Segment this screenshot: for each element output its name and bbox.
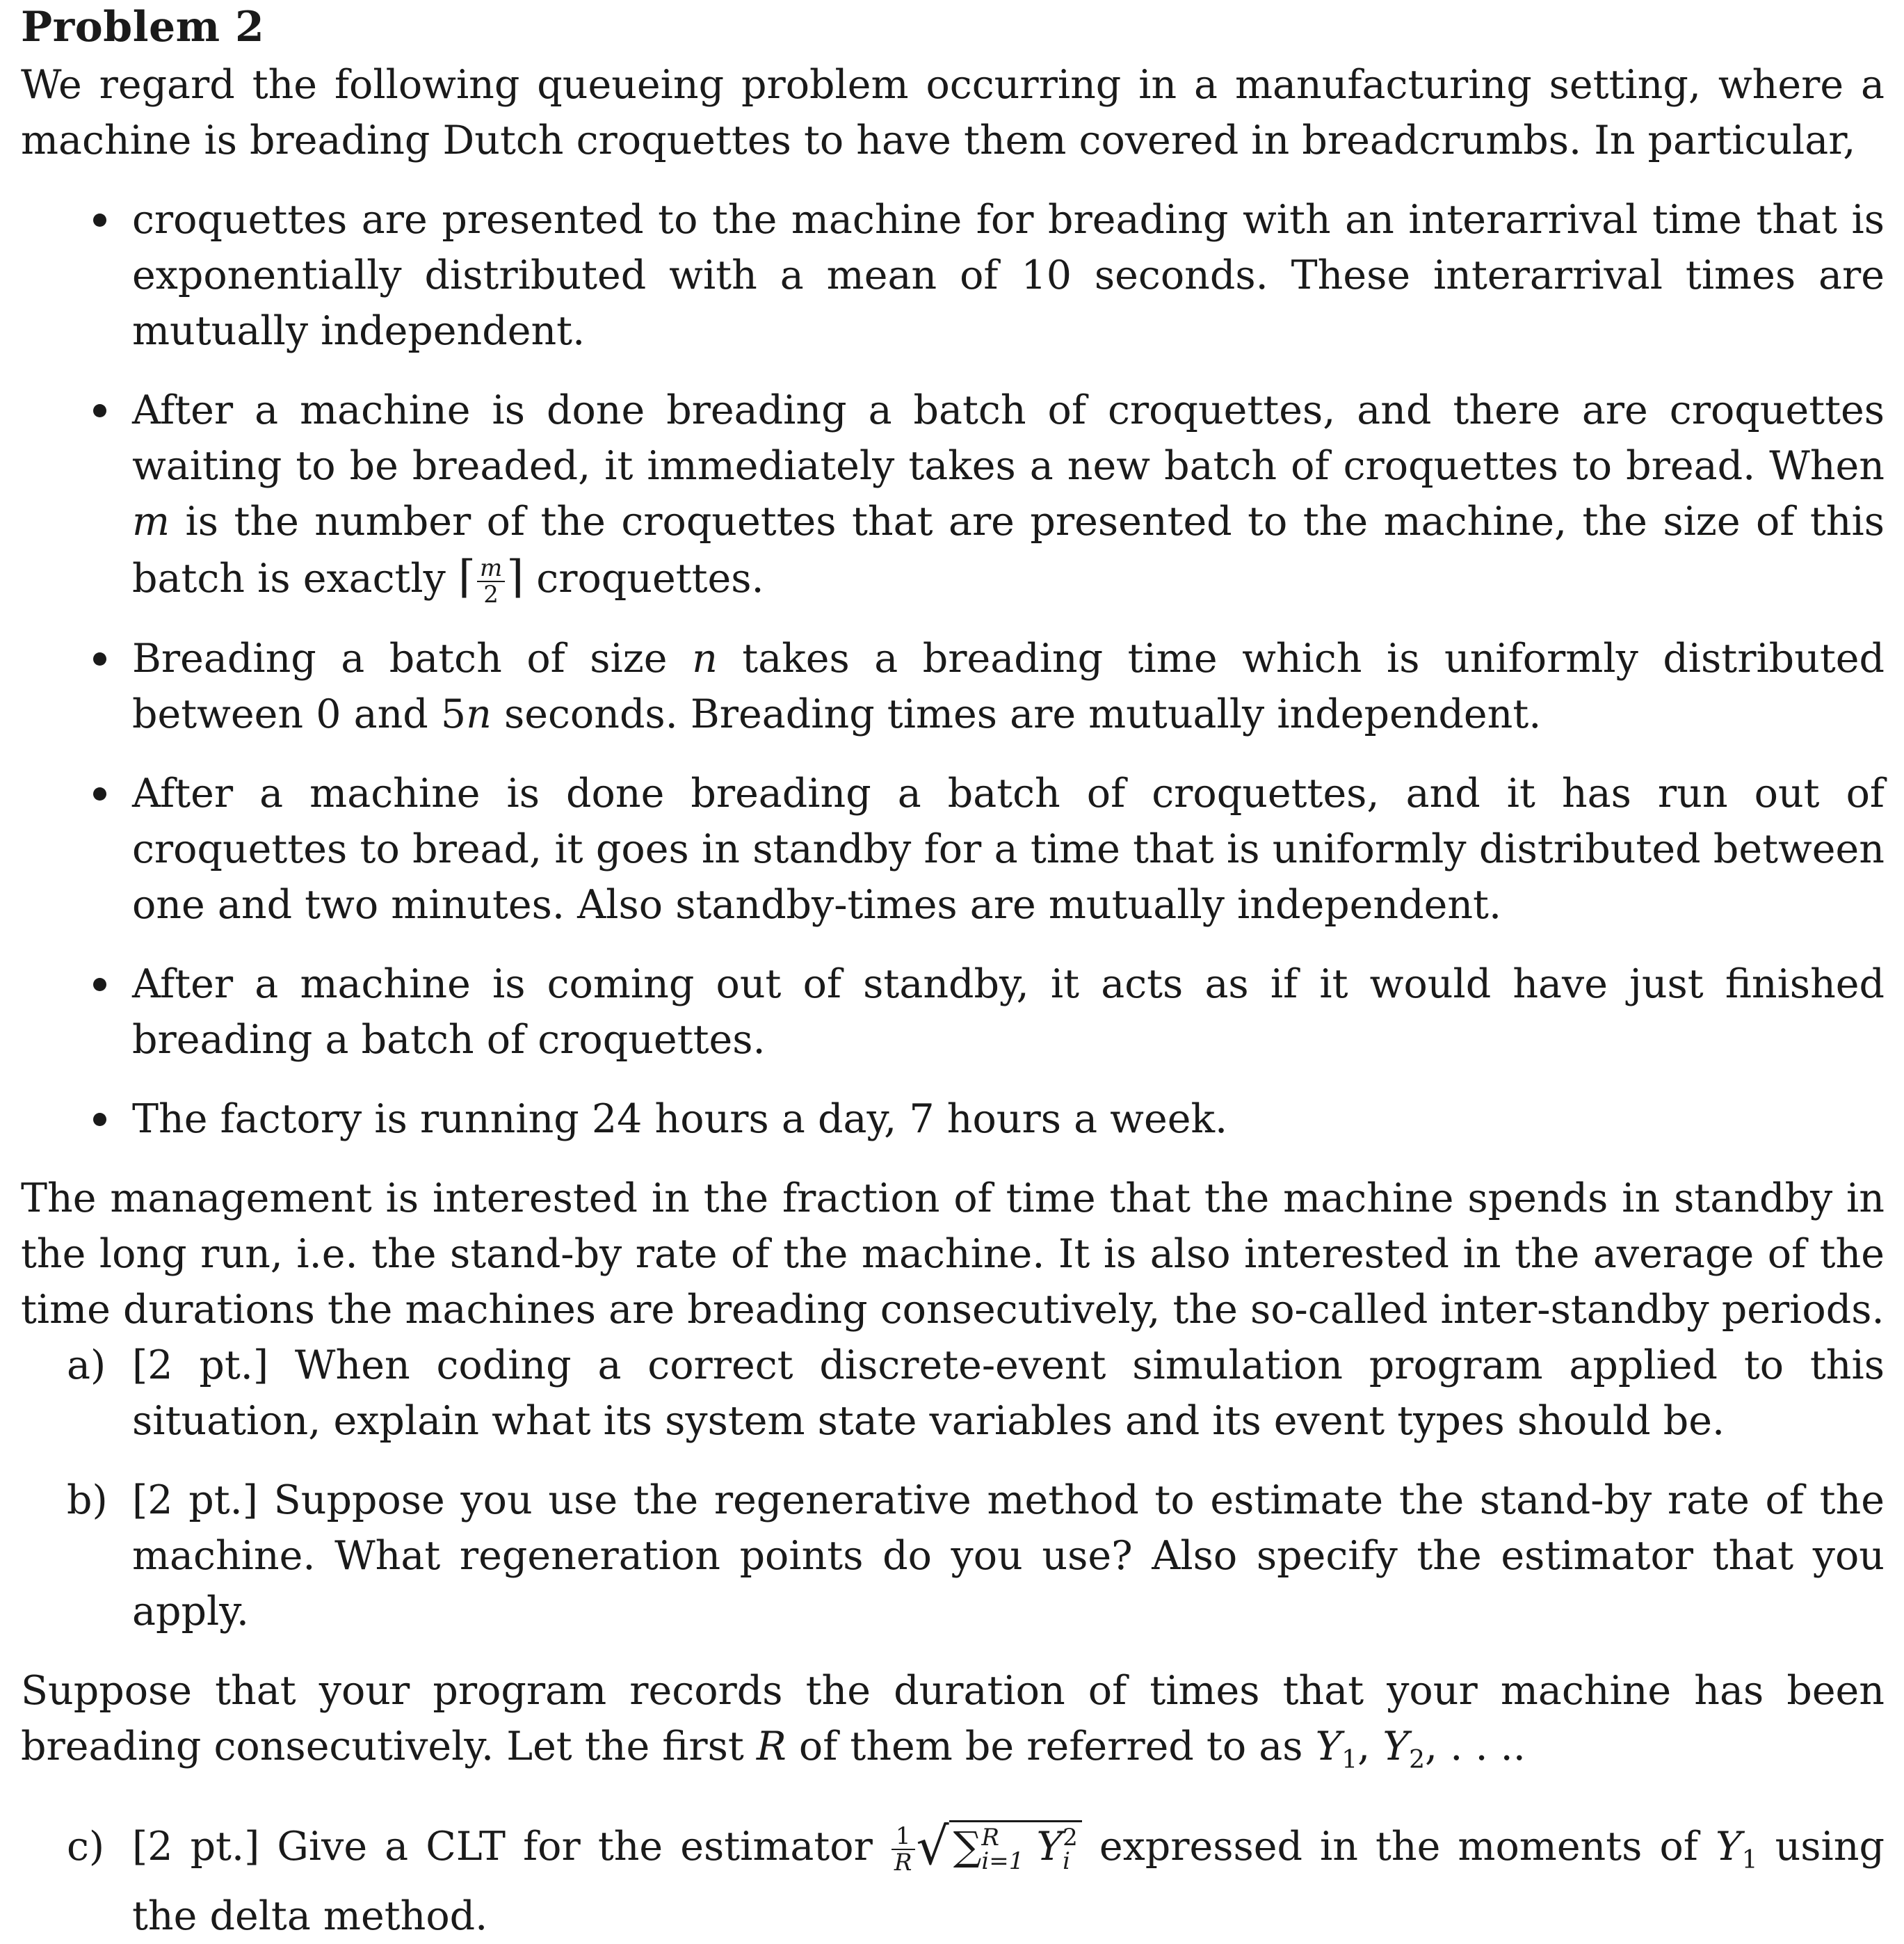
problem-page: [21, 0, 1885, 1944]
bullet-icon: [93, 1113, 106, 1126]
list-item: [21, 631, 1885, 742]
part-c-label: c): [67, 1823, 105, 1870]
bullet-icon: [93, 214, 106, 227]
fraction-1-over-R: $\frac{1}{R}$: [892, 1824, 915, 1875]
bullet-text-breading-mid: takes a breading time which is uniformly distributed between 0 and 5: [132, 635, 1885, 737]
bullet-icon: [93, 978, 106, 991]
bullet-text-batch-pre: After a machine is done breading a batch of croquettes, and there are croquettes waiting to be breaded, it immediately takes a new batch of croquettes to bread. When: [132, 387, 1885, 489]
bullet-icon: [93, 652, 106, 666]
intro-paragraph: We regard the following queueing problem occurring in a manufacturing setting, where a machine is breading Dutch croquettes to have them covered in breadcrumbs. In particular,: [21, 62, 1885, 163]
list-item: [21, 766, 1885, 933]
bullet-text-breading-post: seconds. Breading times are mutually independent.: [491, 691, 1542, 737]
bullet-text-standby: After a machine is done breading a batch of croquettes, and it has run out of croquettes to bread, it goes in standby for a time that is uniformly distributed between one and two minutes. Also standby-times are mutually independent.: [132, 770, 1885, 928]
problem-title: Problem 2: [21, 3, 265, 51]
part-b: [21, 1472, 1885, 1639]
part-b-label: b): [67, 1477, 108, 1523]
list-item: [21, 383, 1885, 607]
math-var-n-2: n: [466, 691, 492, 737]
list-item: [21, 956, 1885, 1068]
math-var-m: m: [132, 499, 170, 545]
question-parts: [21, 1337, 1885, 1639]
bullet-text-factory: The factory is running 24 hours a day, 7 hours a week.: [132, 1095, 1228, 1142]
part-c-text-post2: using the delta method.: [132, 1823, 1885, 1939]
bullet-text-breading-pre: Breading a batch of size: [132, 635, 693, 682]
part-b-text: [2 pt.] Suppose you use the regenerative method to estimate the stand-by rate of the machine. What regeneration points do you use? Also specify the estimator that you apply.: [132, 1477, 1885, 1634]
part-c-text-post1: expressed in the moments of: [1081, 1823, 1716, 1870]
math-var-R: R: [756, 1723, 786, 1769]
bullet-icon: [93, 787, 106, 801]
list-item: [21, 192, 1885, 359]
ceil-open: ⌈: [458, 552, 476, 603]
part-c: c) [2 pt.] Give a CLT for the estimator $\frac{1}{R}$ √ ∑ R i=1 Y 2 i expressed in the moments of $Y_1$ using the delta method.: [67, 1816, 1885, 1939]
ceil-close: ⌉: [506, 552, 524, 603]
bullet-text-after-standby: After a machine is coming out of standby, it acts as if it would have just finished breading a batch of croquettes.: [132, 961, 1885, 1063]
sqrt-expression: ∑ R i=1 Y 2 i: [949, 1820, 1082, 1873]
part-c-text-pre: [2 pt.] Give a CLT for the estimator: [132, 1823, 890, 1870]
bullet-text-batch-post: croquettes.: [524, 556, 764, 602]
math-var-n: n: [692, 635, 718, 682]
part-a: [21, 1337, 1885, 1449]
bullet-icon: [93, 404, 106, 417]
part-a-label: a): [67, 1342, 106, 1388]
sum-limits: R i=1: [981, 1823, 1024, 1875]
bullet-text-arrivals: croquettes are presented to the machine for breading with an interarrival time that is exponentially distributed with a mean of 10 seconds. These interarrival times are mutually independent.: [132, 197, 1885, 354]
fraction-m-over-2: $\frac{m}{2}$: [477, 556, 505, 607]
bullet-text-batch-mid: is the number of the croquettes that are presented to the machine, the size of this batch is exactly: [132, 499, 1885, 602]
management-paragraph: The management is interested in the fraction of time that the machine spends in standby in the long run, i.e. the stand-by rate of the machine. It is also interested in the average of the time durations the machines are breading consecutively, the so-called inter-standby periods.: [21, 1175, 1885, 1333]
sqrt-icon: √: [916, 1816, 949, 1877]
list-item: [21, 1091, 1885, 1147]
conditions-list: [21, 192, 1885, 1147]
suppose-paragraph: Suppose that your program records the duration of times that your machine has been breading consecutively. Let the first R of them be referred to as $Y_1$, $Y_2$, . . ..: [21, 1667, 1885, 1774]
part-a-text: [2 pt.] When coding a correct discrete-event simulation program applied to this situation, explain what its system state variables and its event types should be.: [132, 1342, 1885, 1444]
